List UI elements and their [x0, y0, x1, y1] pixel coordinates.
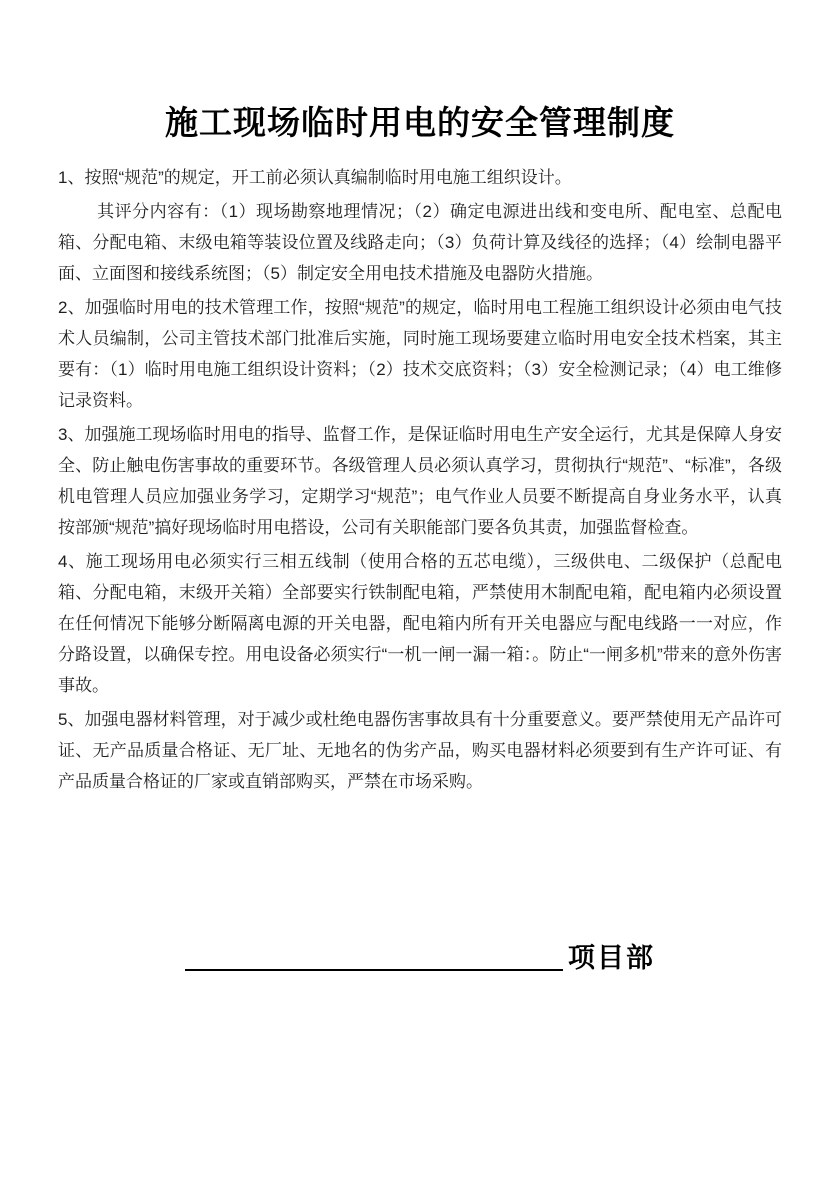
paragraph-item-3: 3、加强施工现场临时用电的指导、监督工作，是保证临时用电生产安全运行，尤其是保障人身安全、防止触电伤害事故的重要环节。各级管理人员必须认真学习，贯彻执行“规范”、“标准”，各级机电管理人员应加强业务学习，定期学习“规范”；电气作业人员要不断提高自身业务水平，认真按部颁“规范”搞好现场临时用电搭设，公司有关职能部门要各负其责，加强监督检查。	[58, 425, 782, 537]
paragraph-item-1-sub: 其评分内容有：（1）现场勘察地理情况；（2）确定电源进出线和变电所、配电室、总配电箱、分配电箱、末级电箱等装设位置及线路走向；（3）负荷计算及线径的选择；（4）绘制电器平面、立面图和接线系统图；（5）制定安全用电技术措施及电器防火措施。	[58, 202, 782, 283]
signature-row	[58, 943, 782, 974]
paragraph-item-1: 1、按照“规范”的规定，开工前必须认真编制临时用电施工组织设计。	[58, 168, 572, 187]
paragraph-item-2: 2、加强临时用电的技术管理工作，按照“规范”的规定，临时用电工程施工组织设计必须由电气技术人员编制，公司主管技术部门批准后实施，同时施工现场要建立临时用电安全技术档案，其主要有：（1）临时用电施工组织设计资料；（2）技术交底资料；（3）安全检测记录；（4）电工维修记录资料。	[58, 298, 782, 410]
paragraph-item-4: 4、施工现场用电必须实行三相五线制（使用合格的五芯电缆），三级供电、二级保护（总配电箱、分配电箱，末级开关箱）全部要实行铁制配电箱，严禁使用木制配电箱，配电箱内必须设置在任何情况下能够分断隔离电源的开关电器，配电箱内所有开关电器应与配电线路一一对应，作分路设置，以确保专控。用电设备必须实行“一机一闸一漏一箱：。防止“一闸多机”带来的意外伤害事故。	[58, 552, 782, 695]
page-title: 施工现场临时用电的安全管理制度	[165, 106, 675, 142]
signature-label: 项目部	[568, 943, 655, 973]
signature-blank-line	[185, 969, 563, 971]
paragraph-item-5: 5、加强电器材料管理，对于减少或杜绝电器伤害事故具有十分重要意义。要严禁使用无产品许可证、无产品质量合格证、无厂址、无地名的伪劣产品，购买电器材料必须要到有生产许可证、有产品质量合格证的厂家或直销部购买，严禁在市场采购。	[58, 710, 782, 791]
